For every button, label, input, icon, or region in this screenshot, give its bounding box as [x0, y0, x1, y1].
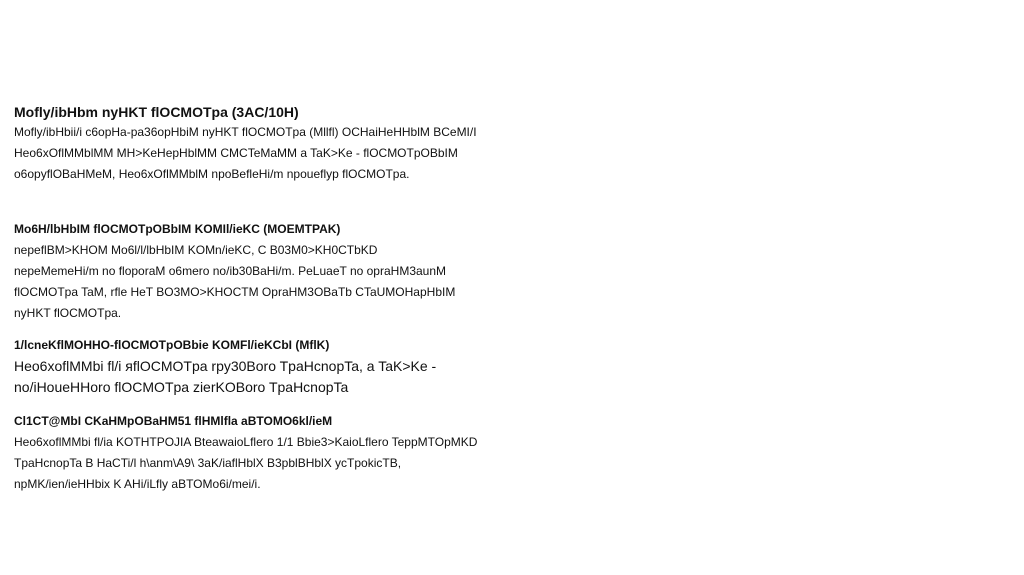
paragraph-line: no/iHoueHHoro flOCMOTpa zierKOBoro TpaHcnopTa: [14, 379, 349, 395]
paragraph-line: Heo6xoflMMbi fl/ia KOTHTPOJIA BteawaioLflero 1/1 Bbie3>KaioLflero TeppMTOpMKD: [14, 435, 478, 449]
section-inspection-complexes: [14, 334, 534, 398]
paragraph-line: nyHKT flOCMOTpa.: [14, 306, 122, 320]
paragraph-line: Mofly/ibHbii/i c6opHa-pa36opHbiM nyHKT flOCMOTpa (Mllfl) OCHaiHeHHblM BCeMI/I: [14, 125, 477, 139]
section-heading: Cl1CT@MbI CKaHMpOBaHM51 flHMlfla aBTOMO6kl/ieM: [14, 414, 333, 428]
paragraph-line: nepeflBM>KHOM Mo6l/l/lbHbIM KOMn/ieKC, C B03M0>KH0CTbKD: [14, 243, 378, 257]
section-heading: 1/lcneKflMOHHO-flOCMOTpOBbie KOMFl/ieKCbI (MflK): [14, 338, 330, 352]
section-heading: Mo6H/lbHbIM flOCMOTpOBbIM KOMIl/ieKC (MOEMTPAK): [14, 222, 341, 236]
paragraph-line: Heo6xOflMMblMM MH>KeHepHblMM CMCTeMaMM a TaK>Ke - flOCMOTpOBbIM: [14, 146, 458, 160]
paragraph-line: Heo6xoflMMbi fl/i яflOCMOTpa rpy30Boro TpaHcnopTa, a TaK>Ke -: [14, 358, 437, 374]
document-body: [14, 102, 534, 495]
paragraph-line: nepeMemeHi/m no floporaM o6mero no/ib30BaHi/m. PeLuaeT no opraHM3aunM: [14, 264, 447, 278]
section-heading: Mofly/ibHbm nyHKT flOCMOTpa (3AC/10H): [14, 104, 299, 120]
paragraph-line: o6opyflOBaHMeM, Heo6xOflMMblM npoBefleHi/m npoueflyp flOCMOTpa.: [14, 167, 410, 181]
paragraph-line: flOCMOTpa TaM, rfle HeT BO3MO>KHOCTM OpraHM3OBaTb CTaUMOHapHbIM: [14, 285, 456, 299]
section-mobile-inspection-complex: [14, 218, 534, 324]
section-mobile-inspection-point: [14, 102, 534, 185]
section-scanning-systems: [14, 410, 534, 495]
paragraph-line: TpaHcnopTa B HaCTi/l h\anm\A9\ 3aK/iaflHblX B3pblBHblX ycTpokicTB,: [14, 456, 402, 470]
paragraph-line: npMK/ien/ieHHbix K AHi/iLfly aBTOMo6i/mei/i.: [14, 477, 261, 491]
